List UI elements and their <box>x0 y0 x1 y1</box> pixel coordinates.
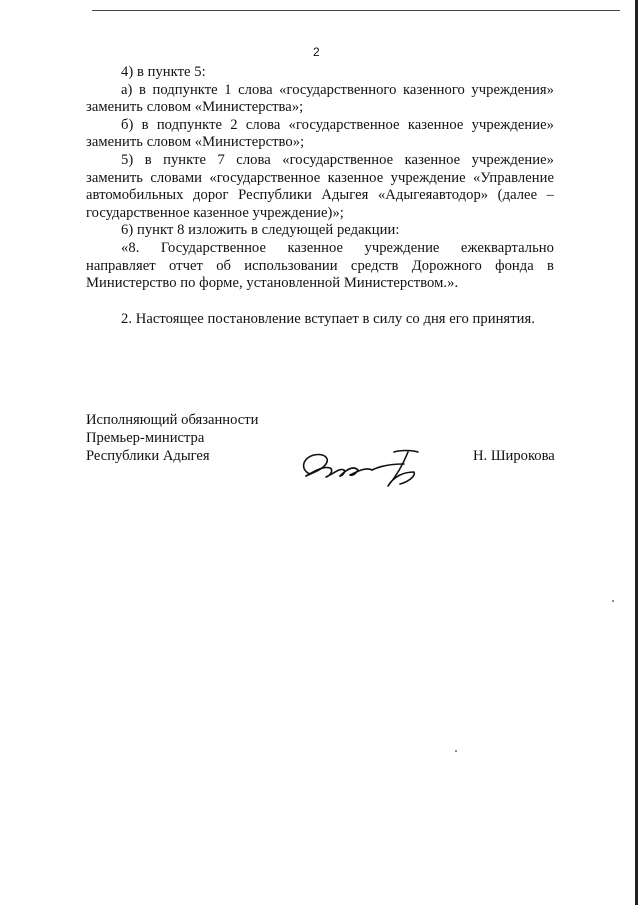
paragraph-subitem-b: б) в подпункте 2 слова «государственное казенное учреждение» заменить словом «Министерство»; <box>86 116 554 151</box>
signatory-title-line: Республики Адыгея <box>86 448 210 464</box>
signer-name: Н. Широкова <box>473 448 555 464</box>
document-body <box>86 64 554 328</box>
paragraph-effective-date: 2. Настоящее постановление вступает в силу со дня его принятия. <box>121 310 535 327</box>
paragraph-item-6: 6) пункт 8 изложить в следующей редакции: <box>121 222 400 239</box>
scan-speck <box>455 750 457 752</box>
signatory-title-line: Премьер-министра <box>86 430 205 446</box>
scan-speck <box>612 600 614 602</box>
signatory-title-block <box>86 411 258 465</box>
paragraph-subitem-a: а) в подпункте 1 слова «государственного казенного учреждения» заменить словом «Министерства»; <box>86 81 554 116</box>
scan-edge-border <box>635 0 638 905</box>
paragraph-item-5: 5) в пункте 7 слова «государственное казенное учреждение» заменить словами «государственное казенное учреждение «Управление автомобильных дорог Республики Адыгея «Адыгеяавтодор» (далее – государственное казенное учреждение)»; <box>86 151 554 221</box>
signature-icon <box>296 446 426 490</box>
paragraph-item-4: 4) в пункте 5: <box>121 64 206 80</box>
page-number: 2 <box>313 45 320 59</box>
signatory-title-line: Исполняющий обязанности <box>86 412 259 428</box>
paragraph-quoted-point-8: «8. Государственное казенное учреждение ежеквартально направляет отчет об использовании средств Дорожного фонда в Министерство по форме, установленной Министерством.». <box>86 239 554 292</box>
top-scan-rule <box>92 10 620 11</box>
